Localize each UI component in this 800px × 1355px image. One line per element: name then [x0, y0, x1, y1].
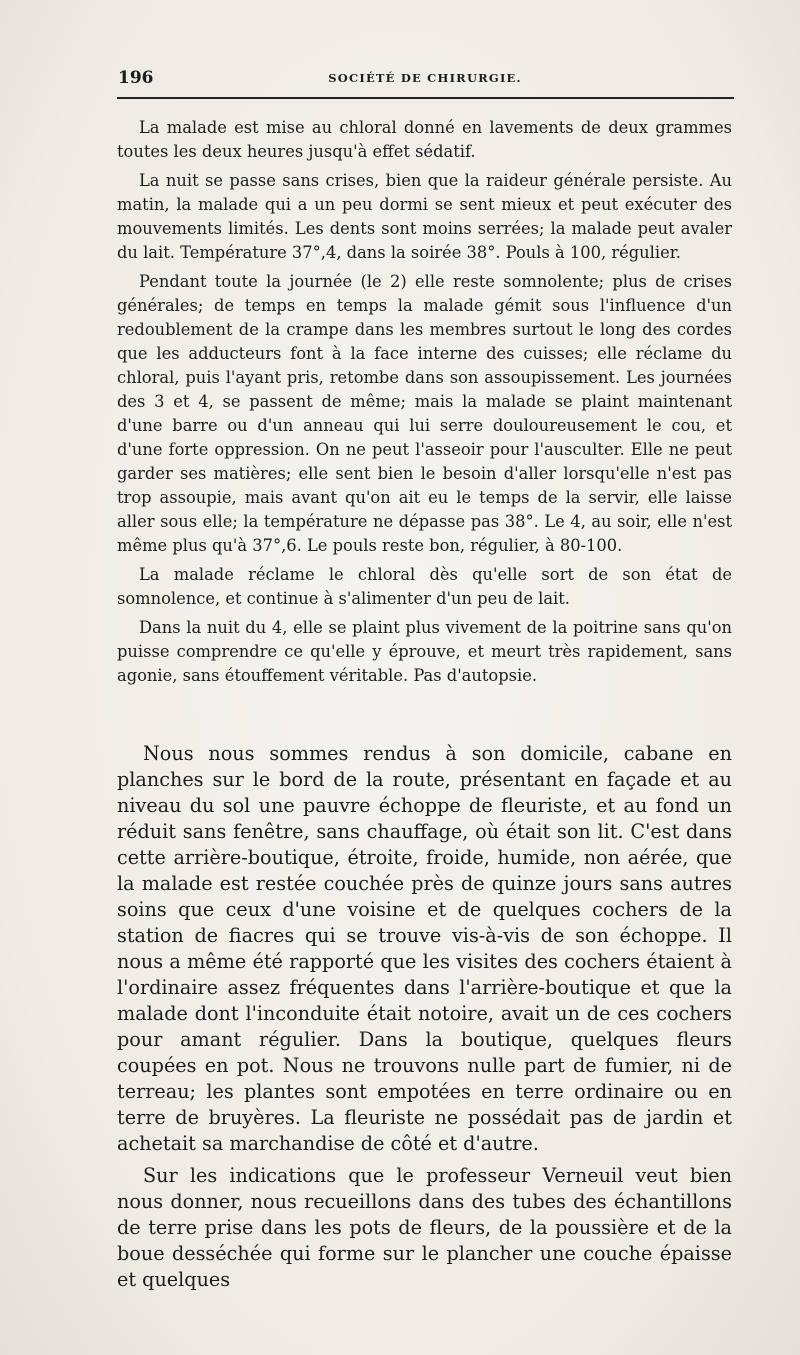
paragraph: La malade réclame le chloral dès qu'elle sort de son état de somnolence, et continue à s'alimenter d'un peu de lait. [117, 565, 732, 608]
page-header [118, 68, 732, 90]
case-report-section [117, 116, 732, 693]
paragraph: La malade est mise au chloral donné en lavements de deux grammes toutes les deux heures jusqu'à effet sédatif. [117, 118, 732, 161]
page-number: 196 [118, 68, 154, 88]
investigation-section [117, 741, 732, 1299]
paragraph: La nuit se passe sans crises, bien que la raideur générale persiste. Au matin, la malade qui a un peu dormi se sent mieux et peut exécuter des mouvements limités. Les dents sont moins serrées; la malade peut avaler du lait. Température 37°,4, dans la soirée 38°. Pouls à 100, régulier. [117, 171, 732, 262]
running-head: SOCIÉTÉ DE CHIRURGIE. [328, 71, 522, 85]
paragraph: Dans la nuit du 4, elle se plaint plus vivement de la poitrine sans qu'on puisse comprendre ce qu'elle y éprouve, et meurt très rapidement, sans agonie, sans étouffement véritable. Pas d'autopsie. [117, 618, 732, 685]
paragraph: Nous nous sommes rendus à son domicile, cabane en planches sur le bord de la route, présentant en façade et au niveau du sol une pauvre échoppe de fleuriste, et au fond un réduit sans fenêtre, sans chauffage, où était son lit. C'est dans cette arrière-boutique, étroite, froide, humide, non aérée, que la malade est restée couchée près de quinze jours sans autres soins que ceux d'une voisine et de quelques cochers de la station de fiacres qui se trouve vis-à-vis de son échoppe. Il nous a même été rapporté que les visites des cochers étaient à l'ordinaire assez fréquentes dans l'arrière-boutique et que la malade dont l'inconduite était notoire, avait un de ces cochers pour amant régulier. Dans la boutique, quelques fleurs coupées en pot. Nous ne trouvons nulle part de fumier, ni de terreau; les plantes sont empotées en terre ordinaire ou en terre de bruyères. La fleuriste ne possédait pas de jardin et achetait sa marchandise de côté et d'autre. [117, 742, 732, 1155]
paragraph: Sur les indications que le professeur Verneuil veut bien nous donner, nous recueillons dans des tubes des échantillons de terre prise dans les pots de fleurs, de la poussière et de la boue desséchée qui forme sur le plancher une couche épaisse et quelques [117, 1164, 732, 1291]
header-rule [117, 97, 734, 99]
paragraph: Pendant toute la journée (le 2) elle reste somnolente; plus de crises générales; de temps en temps la malade gémit sous l'influence d'un redoublement de la crampe dans les membres surtout le long des cordes que les adducteurs font à la face interne des cuisses; elle réclame du chloral, puis l'ayant pris, retombe dans son assoupissement. Les journées des 3 et 4, se passent de même; mais la malade se plaint maintenant d'une barre ou d'un anneau qui lui serre douloureusement le cou, et d'une forte oppression. On ne peut l'asseoir pour l'ausculter. Elle ne peut garder ses matières; elle sent bien le besoin d'aller lorsqu'elle n'est pas trop assoupie, mais avant qu'on ait eu le temps de la servir, elle laisse aller sous elle; la température ne dépasse pas 38°. Le 4, au soir, elle n'est même plus qu'à 37°,6. Le pouls reste bon, régulier, à 80-100. [117, 272, 732, 555]
